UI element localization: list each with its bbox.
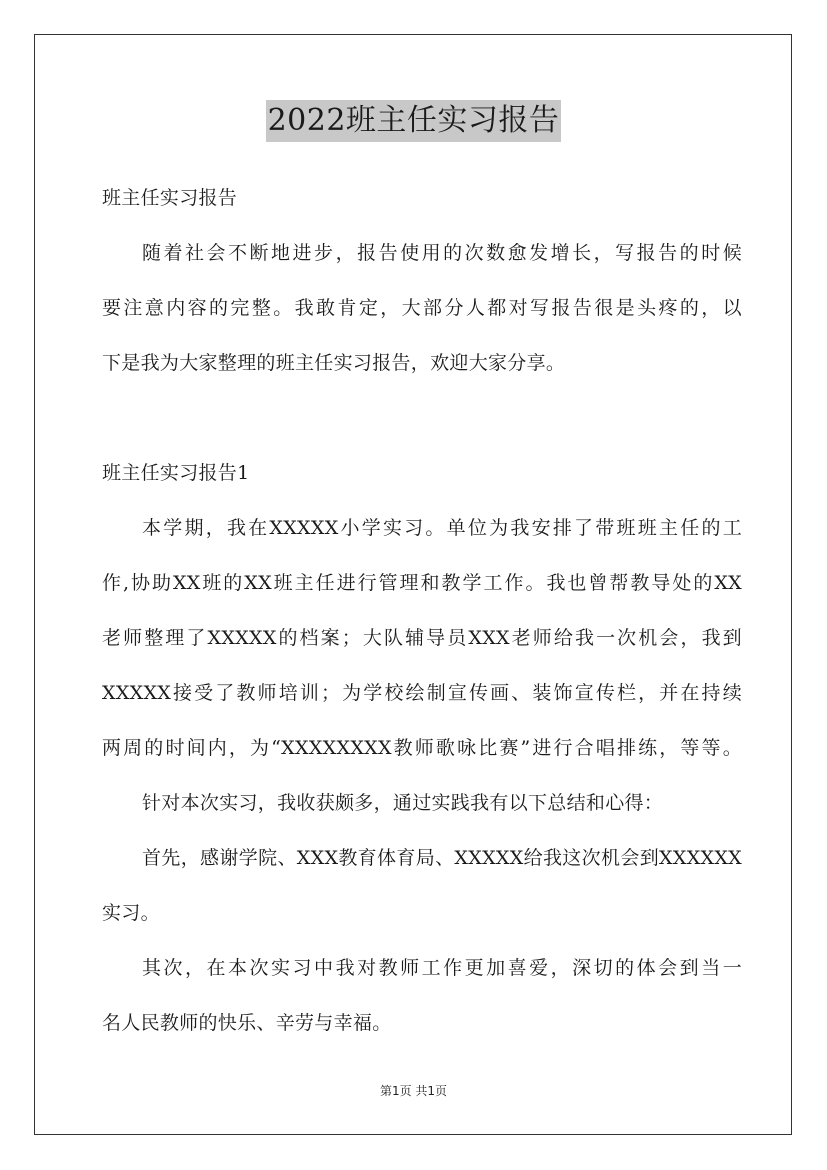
page-footer: 第1页 共1页 [379, 1084, 448, 1098]
body-line-10: 名人民教师的快乐、辛劳与幸福。 [102, 1012, 392, 1034]
intro-line-1: 随着社会不断地进步，报告使用的次数愈发增长，写报告的时候 [142, 242, 742, 264]
intro-line-2: 要注意内容的完整。我敢肯定，大部分人都对写报告很是头疼的，以 [102, 297, 742, 319]
body-line-8: 实习。 [102, 902, 160, 924]
document-body [102, 171, 742, 1051]
body-line-9: 其次，在本次实习中我对教师工作更加喜爱，深切的体会到当一 [142, 957, 742, 979]
body-line-5: 两周的时间内，为“XXXXXXXX教师歌咏比赛”进行合唱排练，等等。 [102, 737, 742, 759]
document-title: 2022班主任实习报告 [266, 100, 562, 142]
section-heading: 班主任实习报告1 [102, 462, 250, 484]
title-container [0, 100, 827, 142]
body-line-6: 针对本次实习，我收获颇多，通过实践我有以下总结和心得： [142, 792, 664, 814]
subtitle: 班主任实习报告 [102, 187, 238, 209]
body-line-1: 本学期，我在XXXXX小学实习。单位为我安排了带班班主任的工 [142, 517, 742, 539]
body-line-2: 作,协助XX班的XX班主任进行管理和教学工作。我也曾帮教导处的XX [102, 572, 742, 594]
intro-line-3: 下是我为大家整理的班主任实习报告，欢迎大家分享。 [102, 352, 566, 374]
body-line-4: XXXXX接受了教师培训；为学校绘制宣传画、装饰宣传栏，并在持续 [102, 682, 742, 704]
body-line-3: 老师整理了XXXXX的档案；大队辅导员XXX老师给我一次机会，我到 [102, 627, 742, 649]
body-line-7: 首先，感谢学院、XXX教育体育局、XXXXX给我这次机会到XXXXXX [142, 847, 742, 869]
